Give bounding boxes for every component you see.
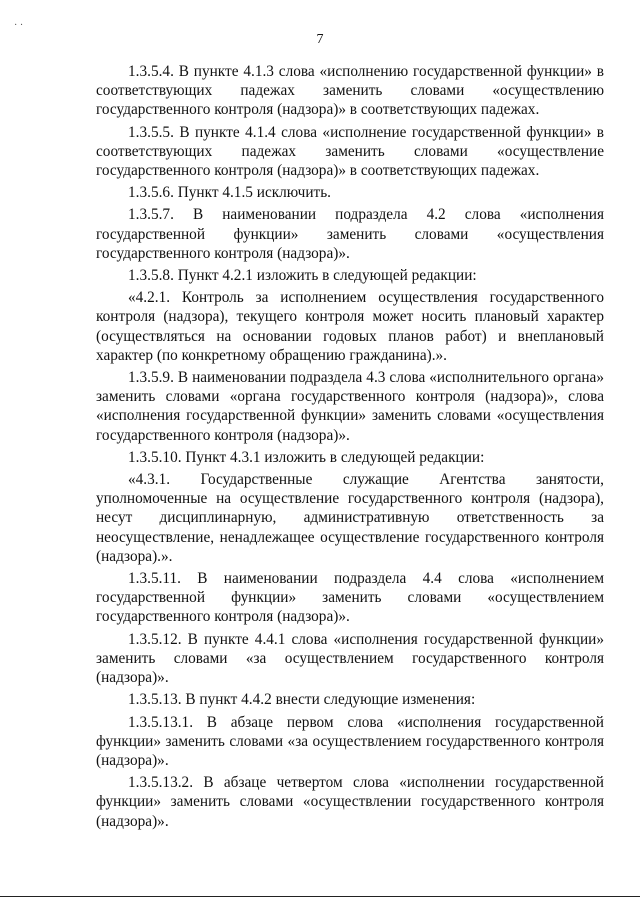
paragraph-1-3-5-5: 1.3.5.5. В пункте 4.1.4 слова «исполнение государственной функции» в соответствующих падежах заменить словами «осуществление государственного контроля (надзора)» в соответствующих падежах. bbox=[96, 123, 604, 180]
paragraph-1-3-5-11: 1.3.5.11. В наименовании подраздела 4.4 слова «исполнением государственной функции» заменить словами «осуществлением государственного контроля (надзора)». bbox=[96, 570, 604, 626]
paragraph-1-3-5-7: 1.3.5.7. В наименовании подраздела 4.2 слова «исполнения государственной функции» заменить словами «осуществления государственного контроля (надзора)». bbox=[96, 206, 604, 262]
bottom-divider bbox=[0, 896, 640, 897]
paragraph-1-3-5-10: 1.3.5.10. Пункт 4.3.1 изложить в следующей редакции: bbox=[128, 448, 485, 466]
paragraph-1-3-5-13: 1.3.5.13. В пункт 4.4.2 внести следующие изменения: bbox=[128, 691, 476, 709]
paragraph-1-3-5-8: 1.3.5.8. Пункт 4.2.1 изложить в следующей редакции: bbox=[128, 267, 477, 285]
paragraph-1-3-5-13-2: 1.3.5.13.2. В абзаце четвертом слова «исполнении государственной функции» заменить словами «осуществлении государственного контроля (надзора)». bbox=[96, 774, 604, 830]
paragraph-1-3-5-9: 1.3.5.9. В наименовании подраздела 4.3 слова «исполнительного органа» заменить словами «органа государственного контроля (надзора)», слова «исполнения государственной функции» заменить словами «осуществления государственного контроля (надзора)». bbox=[96, 369, 604, 444]
paragraph-1-3-5-4: 1.3.5.4. В пункте 4.1.3 слова «исполнению государственной функции» в соответствующих падежах заменить словами «осуществлению государственного контроля (надзора)» в соответствующих падежах. bbox=[96, 63, 604, 119]
paragraph-4-3-1-text: «4.3.1. Государственные служащие Агентства занятости, уполномоченные на осуществление государственного контроля (надзора), несут дисциплинарную, административную ответственность за неосуществление, ненадлежащее осуществление государственного контроля (надзора).». bbox=[96, 471, 604, 565]
paragraph-1-3-5-6: 1.3.5.6. Пункт 4.1.5 исключить. bbox=[128, 184, 332, 202]
paragraph-1-3-5-12: 1.3.5.12. В пункте 4.4.1 слова «исполнения государственной функции» заменить словами «за осуществлением государственного контроля (надзора)». bbox=[96, 630, 604, 687]
document-body bbox=[96, 62, 604, 834]
paragraph-1-3-5-13-1: 1.3.5.13.1. В абзаце первом слова «исполнения государственной функции» заменить словами «за осуществлением государственного контроля (надзора)». bbox=[96, 713, 604, 769]
paragraph-4-2-1-text: «4.2.1. Контроль за исполнением осуществления государственного контроля (надзора), текущего контроля может носить плановый характер (осуществляться на основании годовых планов работ) и внеплановый характер (по конкретному обращению гражданина).». bbox=[96, 289, 604, 364]
page-number: 7 bbox=[316, 32, 324, 47]
scan-mark: · · bbox=[14, 20, 24, 31]
